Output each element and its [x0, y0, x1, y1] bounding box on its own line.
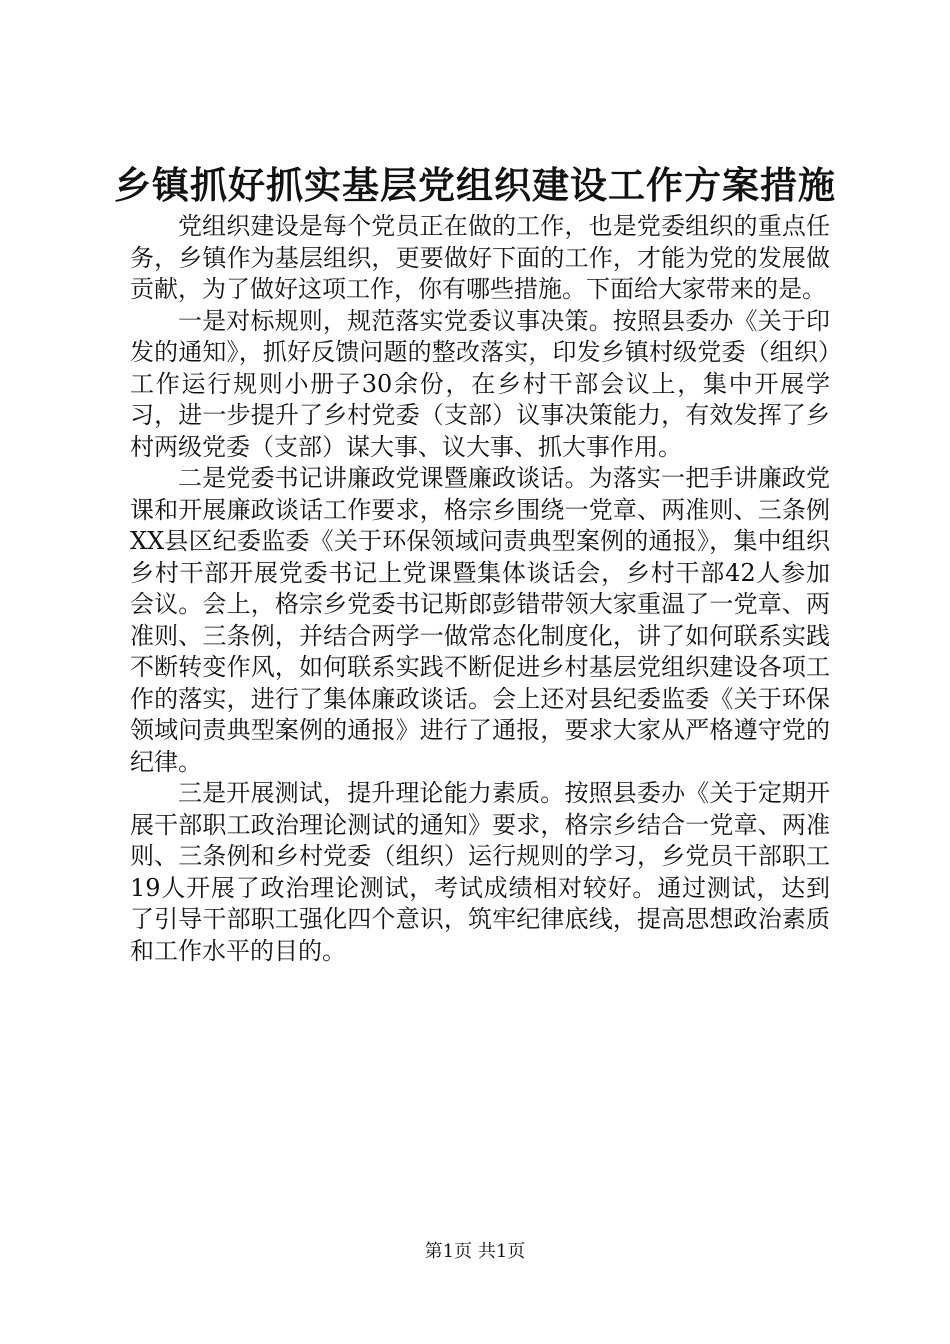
paragraph-intro: 党组织建设是每个党员正在做的工作，也是党委组织的重点任务，乡镇作为基层组织，更要做好下面的工作，才能为党的发展做贡献，为了做好这项工作，你有哪些措施。下面给大家带来的是。 — [130, 212, 830, 303]
paragraph-measure-two: 二是党委书记讲廉政党课暨廉政谈话。为落实一把手讲廉政党课和开展廉政谈话工作要求，格宗乡围绕一党章、两准则、三条例XX县区纪委监委《关于环保领域问责典型案例的通报》，集中组织乡村干部开展党委书记上党课暨集体谈话会，乡村干部42人参加会议。会上，格宗乡党委书记斯郎彭错带领大家重温了一党章、两准则、三条例，并结合两学一做常态化制度化，讲了如何联系实践不断转变作风，如何联系实践不断促进乡村基层党组织建设各项工作的落实，进行了集体廉政谈话。会上还对县纪委监委《关于环保领域问责典型案例的通报》进行了通报，要求大家从严格遵守党的纪律。 — [130, 464, 830, 776]
document-title: 乡镇抓好抓实基层党组织建设工作方案措施 — [114, 163, 836, 207]
paragraph-measure-three: 三是开展测试，提升理论能力素质。按照县委办《关于定期开展干部职工政治理论测试的通知》要求，格宗乡结合一党章、两准则、三条例和乡村党委（组织）运行规则的学习，乡党员干部职工19人开展了政治理论测试，考试成绩相对较好。通过测试，达到了引导干部职工强化四个意识，筑牢纪律底线，提高思想政治素质和工作水平的目的。 — [130, 779, 830, 965]
page-footer: 第1页 共1页 — [424, 1241, 526, 1262]
document-body — [130, 211, 830, 967]
paragraph-measure-one: 一是对标规则，规范落实党委议事决策。按照县委办《关于印发的通知》，抓好反馈问题的整改落实，印发乡镇村级党委（组织）工作运行规则小册子30余份，在乡村干部会议上，集中开展学习，进一步提升了乡村党委（支部）议事决策能力，有效发挥了乡村两级党委（支部）谋大事、议大事、抓大事作用。 — [130, 306, 830, 461]
